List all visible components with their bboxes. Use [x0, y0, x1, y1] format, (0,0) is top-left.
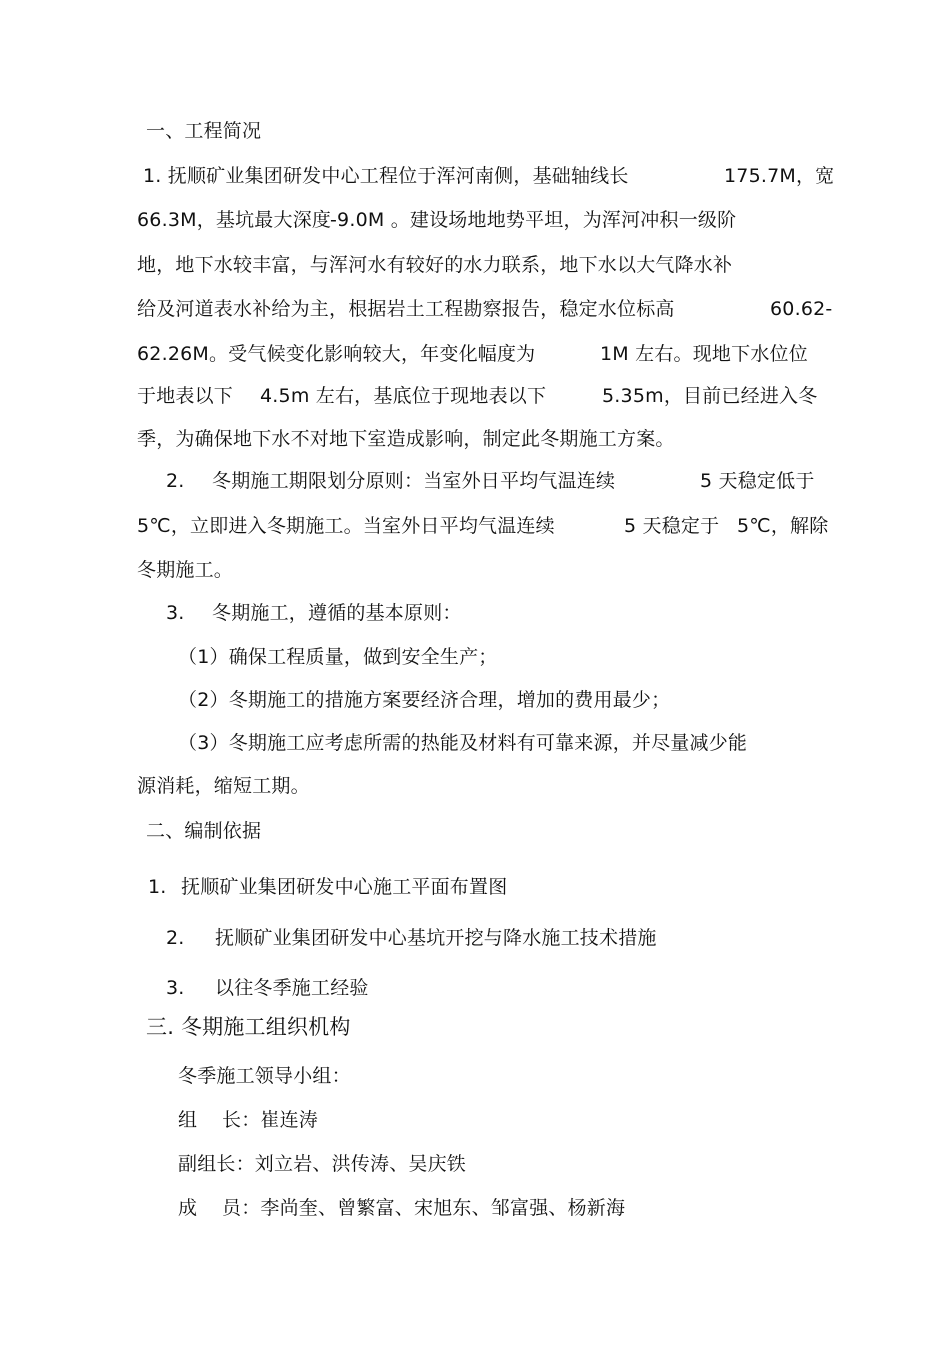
paragraph-1-line-6b: 4.5m 左右，基底位于现地表以下 [260, 385, 547, 407]
paragraph-2-line-1a: 冬期施工期限划分原则：当室外日平均气温连续 [212, 470, 616, 492]
paragraph-1-line-3: 地，地下水较丰富，与浑河水有较好的水力联系，地下水以大气降水补 [137, 254, 733, 276]
paragraph-2-line-1b: 5 天稳定低于 [700, 470, 815, 492]
basis-item-1: 抚顺矿业集团研发中心施工平面布置图 [181, 876, 508, 898]
paragraph-2-line-2c: 5℃，解除 [737, 515, 829, 537]
group-leader: 长：崔连涛 [222, 1109, 319, 1131]
paragraph-1-line-6c: 5.35m，目前已经进入冬 [602, 385, 818, 407]
members: 员：李尚奎、曾繁富、宋旭东、邹富强、杨新海 [222, 1197, 626, 1219]
deputy-leaders: 副组长：刘立岩、洪传涛、吴庆铁 [178, 1153, 467, 1175]
paragraph-1-line-7: 季，为确保地下水不对地下室造成影响，制定此冬期施工方案。 [137, 428, 675, 450]
paragraph-1-line-5b: 1M 左右。现地下水位位 [600, 343, 808, 365]
principle-item-1: （1）确保工程质量，做到安全生产； [178, 646, 498, 668]
paragraph-1-line-5a: 62.26M。受气候变化影响较大，年变化幅度为 [137, 343, 536, 365]
leadership-group-title: 冬季施工领导小组： [178, 1065, 351, 1087]
paragraph-1-line-1a: 1. 抚顺矿业集团研发中心工程位于浑河南侧，基础轴线长 [143, 165, 629, 187]
basis-item-3: 以往冬季施工经验 [215, 977, 369, 999]
basis-item-3-number: 3. [166, 977, 185, 999]
section-1-heading: 一、工程简况 [146, 120, 262, 142]
paragraph-2-number: 2. [166, 470, 185, 492]
principle-item-3: （3）冬期施工应考虑所需的热能及材料有可靠来源，并尽量减少能 [178, 732, 748, 754]
principle-item-3-cont: 源消耗，缩短工期。 [137, 775, 310, 797]
paragraph-1-line-1b: 175.7M，宽 [724, 165, 835, 187]
paragraph-3-title: 冬期施工，遵循的基本原则： [212, 602, 462, 624]
paragraph-1-line-6a: 于地表以下 [137, 385, 234, 407]
section-2-heading: 二、编制依据 [146, 820, 262, 842]
paragraph-3-number: 3. [166, 602, 185, 624]
paragraph-2-line-3: 冬期施工。 [137, 559, 234, 581]
section-3-heading: 三. 冬期施工组织机构 [146, 1015, 351, 1039]
paragraph-1-line-4a: 给及河道表水补给为主，根据岩土工程勘察报告，稳定水位标高 [137, 298, 675, 320]
paragraph-2-line-2a: 5℃，立即进入冬期施工。当室外日平均气温连续 [137, 515, 555, 537]
basis-item-2-number: 2. [166, 927, 185, 949]
paragraph-1-line-2a: 66.3M，基坑最大深度 [137, 209, 332, 231]
paragraph-2-line-2b: 5 天稳定于 [624, 515, 720, 537]
basis-item-2: 抚顺矿业集团研发中心基坑开挖与降水施工技术措施 [215, 927, 657, 949]
paragraph-1-line-4b: 60.62- [770, 298, 833, 320]
basis-item-1-number: 1. [148, 876, 167, 898]
members-label: 成 [178, 1197, 198, 1219]
paragraph-1-line-2b: -9.0M 。建设场地地势平坦，为浑河冲积一级阶 [330, 209, 737, 231]
group-leader-label: 组 [178, 1109, 198, 1131]
principle-item-2: （2）冬期施工的措施方案要经济合理，增加的费用最少； [178, 689, 671, 711]
